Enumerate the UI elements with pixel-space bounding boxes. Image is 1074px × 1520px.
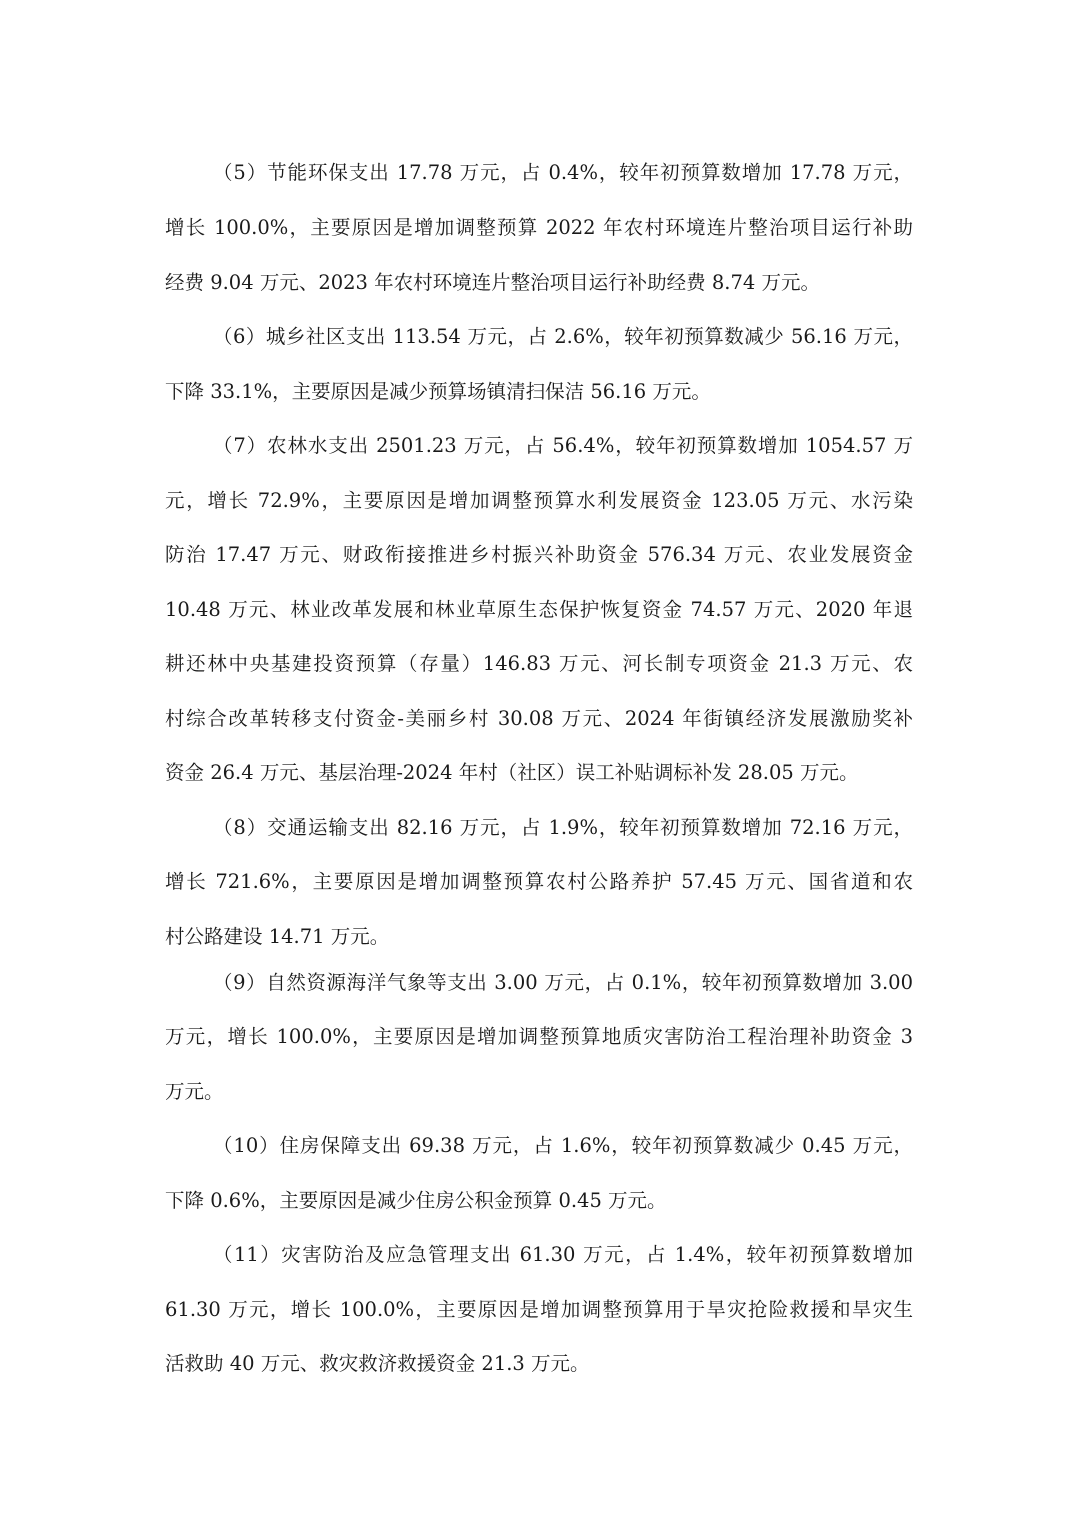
paragraph-item-7-line-2: 元，增长 72.9%，主要原因是增加调整预算水利发展资金 123.05 万元、水污染 [165,489,913,512]
paragraph-item-11-line-1: （11）灾害防治及应急管理支出 61.30 万元，占 1.4%，较年初预算数增加 [213,1243,913,1266]
paragraph-item-6-line-2: 下降 33.1%，主要原因是减少预算场镇清扫保洁 56.16 万元。 [165,380,711,403]
paragraph-item-10-line-2: 下降 0.6%，主要原因是减少住房公积金预算 0.45 万元。 [165,1189,667,1212]
paragraph-item-9-line-2: 万元，增长 100.0%，主要原因是增加调整预算地质灾害防治工程治理补助资金 3 [165,1025,913,1048]
paragraph-item-7-line-5: 耕还林中央基建投资预算（存量）146.83 万元、河长制专项资金 21.3 万元、农 [165,652,913,675]
paragraph-item-11-line-2: 61.30 万元，增长 100.0%，主要原因是增加调整预算用于旱灾抢险救援和旱灾生 [165,1298,913,1321]
paragraph-item-8-line-3: 村公路建设 14.71 万元。 [165,925,390,948]
paragraph-item-9-line-1: （9）自然资源海洋气象等支出 3.00 万元，占 0.1%，较年初预算数增加 3.00 [213,971,913,994]
paragraph-item-9-line-3: 万元。 [165,1080,224,1103]
paragraph-item-7-line-7: 资金 26.4 万元、基层治理-2024 年村（社区）误工补贴调标补发 28.05 万元。 [165,761,859,784]
paragraph-item-5-line-3: 经费 9.04 万元、2023 年农村环境连片整治项目运行补助经费 8.74 万元。 [165,271,820,294]
paragraph-item-8-line-2: 增长 721.6%，主要原因是增加调整预算农村公路养护 57.45 万元、国省道和农 [165,870,913,893]
paragraph-item-5-line-2: 增长 100.0%，主要原因是增加调整预算 2022 年农村环境连片整治项目运行补助 [165,216,913,239]
paragraph-item-5-line-1: （5）节能环保支出 17.78 万元，占 0.4%，较年初预算数增加 17.78 万元， [213,161,913,184]
paragraph-item-7-line-3: 防治 17.47 万元、财政衔接推进乡村振兴补助资金 576.34 万元、农业发展资金 [165,543,913,566]
paragraph-item-7-line-6: 村综合改革转移支付资金-美丽乡村 30.08 万元、2024 年街镇经济发展激励奖补 [165,707,913,730]
paragraph-item-10-line-1: （10）住房保障支出 69.38 万元，占 1.6%，较年初预算数减少 0.45 万元， [213,1134,913,1157]
paragraph-item-7-line-1: （7）农林水支出 2501.23 万元，占 56.4%，较年初预算数增加 1054.57 万 [213,434,913,457]
paragraph-item-8-line-1: （8）交通运输支出 82.16 万元，占 1.9%，较年初预算数增加 72.16 万元， [213,816,913,839]
paragraph-item-7-line-4: 10.48 万元、林业改革发展和林业草原生态保护恢复资金 74.57 万元、2020 年退 [165,598,913,621]
paragraph-item-6-line-1: （6）城乡社区支出 113.54 万元，占 2.6%，较年初预算数减少 56.16 万元， [213,325,913,348]
paragraph-item-11-line-3: 活救助 40 万元、救灾救济救援资金 21.3 万元。 [165,1352,590,1375]
